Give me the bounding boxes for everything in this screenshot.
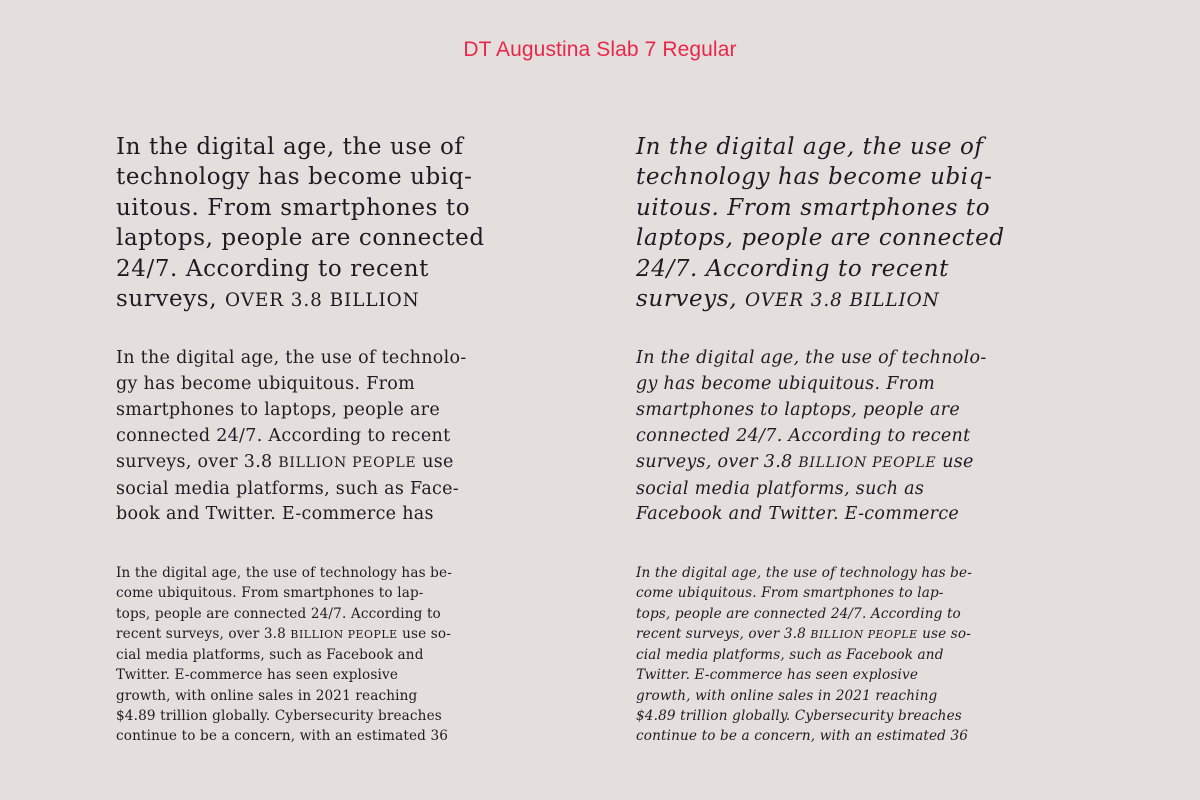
specimen-line: connected 24/7. According to recent <box>116 425 451 446</box>
large-specimen-block <box>116 132 586 316</box>
specimen-line: growth, with online sales in 2021 reaching <box>116 687 418 704</box>
specimen-line: In the digital age, the use of technolo- <box>116 348 467 368</box>
specimen-line: social media platforms, such as Face- <box>116 478 460 499</box>
specimen-line: 24/7. According to recent <box>636 255 949 282</box>
specimen-line: tops, people are connected 24/7. According to <box>116 605 441 622</box>
specimen-line: In the digital age, the use of technology has be- <box>116 565 452 581</box>
specimen-line: Twitter. E-commerce has seen explosive <box>116 667 399 684</box>
specimen-line: $4.89 trillion globally. Cybersecurity breaches <box>636 708 962 725</box>
specimen-line: cial media platforms, such as Facebook and <box>116 647 424 664</box>
specimen-line: Facebook and Twitter. E-commerce <box>636 504 960 525</box>
specimen-line: cial media platforms, such as Facebook and <box>636 647 944 664</box>
specimen-line: In the digital age, the use of <box>636 134 984 160</box>
specimen-line: Twitter. E-commerce has seen explosive <box>636 667 919 684</box>
specimen-line: $4.89 trillion globally. Cybersecurity breaches <box>116 708 442 725</box>
specimen-line: surveys, OVER 3.8 BILLION <box>636 286 940 313</box>
specimen-line: social media platforms, such as <box>636 478 925 499</box>
specimen-line: surveys, over 3.8 BILLION PEOPLE use <box>636 451 974 472</box>
specimen-line: book and Twitter. E-commerce has <box>116 504 434 525</box>
specimen-line: smartphones to laptops, people are <box>116 399 440 420</box>
page-title: DT Augustina Slab 7 Regular <box>463 38 737 61</box>
specimen-line: uitous. From smartphones to <box>636 194 991 221</box>
large-specimen-block <box>636 132 1106 316</box>
specimen-line: In the digital age, the use of technology has be- <box>636 565 972 581</box>
specimen-line: connected 24/7. According to recent <box>636 425 971 446</box>
specimen-line: recent surveys, over 3.8 BILLION PEOPLE use so- <box>636 625 971 642</box>
specimen-line: continue to be a concern, with an estimated 36 <box>636 728 969 745</box>
specimen-line: come ubiquitous. From smartphones to lap- <box>116 585 424 602</box>
specimen-line: surveys, OVER 3.8 BILLION <box>116 286 420 313</box>
specimen-line: technology has become ubiq- <box>636 164 993 191</box>
specimen-line: 24/7. According to recent <box>116 255 429 282</box>
specimen-line: surveys, over 3.8 BILLION PEOPLE use <box>116 451 454 472</box>
specimen-line: tops, people are connected 24/7. According to <box>636 605 961 622</box>
specimen-line: recent surveys, over 3.8 BILLION PEOPLE use so- <box>116 625 451 642</box>
small-specimen-block <box>636 563 1106 747</box>
specimen-line: come ubiquitous. From smartphones to lap- <box>636 585 944 602</box>
medium-specimen-block <box>636 346 1106 528</box>
specimen-line: laptops, people are connected <box>636 225 1005 252</box>
specimen-line: continue to be a concern, with an estimated 36 <box>116 728 449 745</box>
small-specimen-block <box>116 563 586 747</box>
specimen-line: gy has become ubiquitous. From <box>636 373 936 394</box>
specimen-line: laptops, people are connected <box>116 225 485 252</box>
specimen-line: technology has become ubiq- <box>116 164 473 191</box>
specimen-line: In the digital age, the use of <box>116 134 464 160</box>
medium-specimen-block <box>116 346 586 528</box>
specimen-line: gy has become ubiquitous. From <box>116 373 416 394</box>
specimen-line: growth, with online sales in 2021 reaching <box>636 687 938 704</box>
specimen-line: smartphones to laptops, people are <box>636 399 960 420</box>
specimen-line: uitous. From smartphones to <box>116 194 471 221</box>
specimen-line: In the digital age, the use of technolo- <box>636 348 987 368</box>
